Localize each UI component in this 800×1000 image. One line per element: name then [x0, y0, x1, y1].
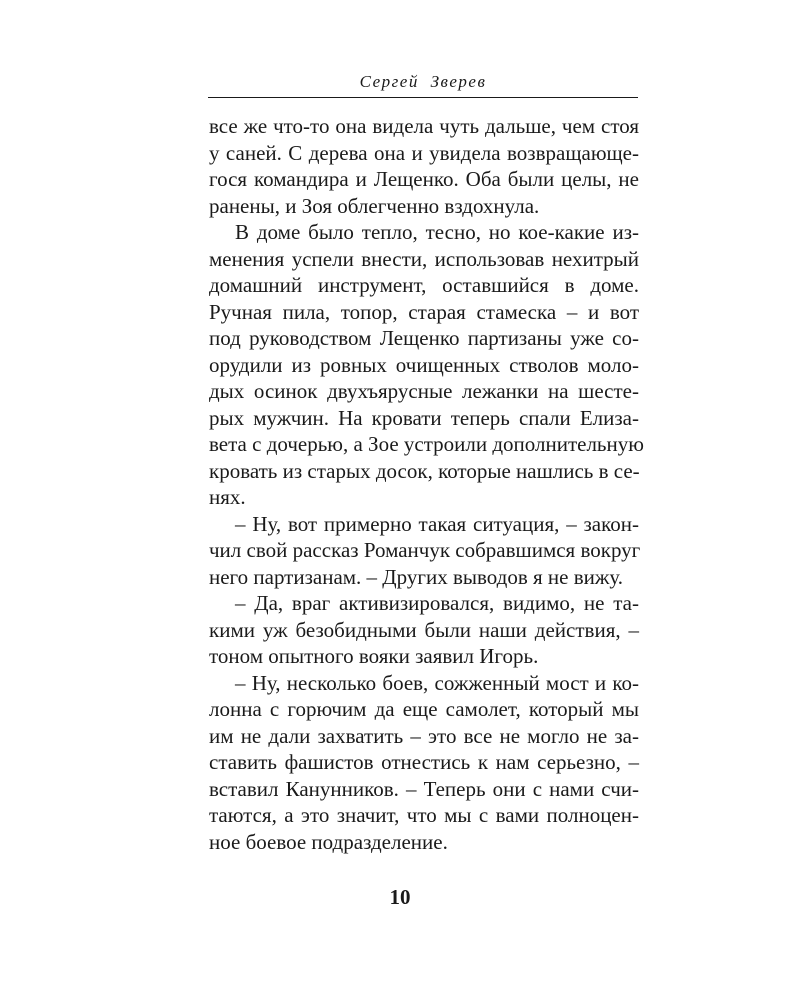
body-text [209, 113, 644, 855]
text-line: им не дали захватить – это все не могло не за- [209, 723, 639, 748]
text-line: ное боевое подразделение. [209, 829, 448, 854]
text-line: кими уж безобидными были наши действия, – [209, 617, 639, 642]
text-line: вета с дочерью, а Зое устроили дополнительную [209, 432, 644, 456]
text-line: Ручная пила, топор, старая стамеска – и вот [209, 299, 639, 324]
text-line: домашний инструмент, оставшийся в доме. [209, 273, 639, 297]
text-line: тоном опытного вояки заявил Игорь. [209, 644, 539, 668]
text-line: В доме было тепло, тесно, но кое-какие из- [235, 220, 639, 244]
running-head-author: Сергей Зверев [359, 72, 487, 91]
text-line: все же что-то она видела чуть дальше, чем стоя [209, 114, 639, 138]
text-line: вставил Канунников. – Теперь они с нами счи- [209, 776, 639, 801]
text-line: – Да, враг активизировался, видимо, не та- [235, 591, 639, 615]
text-line: менения успели внести, использовав нехитрый [209, 246, 639, 271]
header-rule [208, 97, 638, 98]
text-line: дых осинок двухъярусные лежанки на шесте- [209, 379, 639, 403]
text-line: лонна с горючим да еще самолет, который мы [209, 697, 639, 721]
text-line: у саней. С дерева она и увидела возвращающе- [209, 140, 639, 165]
text-line: орудили из ровных очищенных стволов моло- [209, 352, 639, 377]
text-line: рых мужчин. На кровати теперь спали Елиза- [209, 405, 639, 430]
page-number: 10 [389, 885, 411, 909]
text-line: нях. [209, 485, 246, 509]
text-line: – Ну, несколько боев, сожженный мост и ко- [235, 670, 639, 695]
text-line: чил свой рассказ Романчук собравшимся вокруг [209, 538, 641, 562]
text-line: под руководством Лещенко партизаны уже со- [209, 326, 639, 350]
text-line: ставить фашистов отнестись к нам серьезно, – [209, 750, 639, 774]
text-line: него партизанам. – Других выводов я не вижу. [209, 564, 624, 589]
text-line: – Ну, вот примерно такая ситуация, – закон- [235, 511, 639, 536]
text-line: таются, а это значит, что мы с вами полноцен- [209, 803, 639, 827]
text-line: гося командира и Лещенко. Оба были целы, не [209, 167, 639, 191]
text-line: кровать из старых досок, которые нашлись в се- [209, 458, 640, 483]
text-line: ранены, и Зоя облегченно вздохнула. [209, 193, 540, 218]
